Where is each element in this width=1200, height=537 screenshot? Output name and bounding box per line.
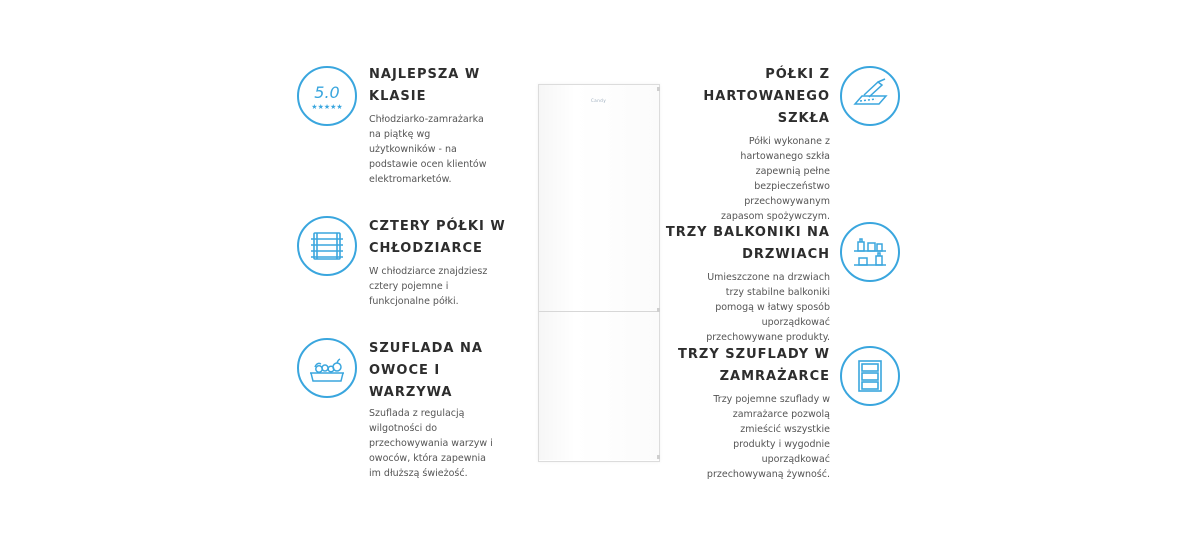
title-line: ZAMRAŻARCE [719,369,830,384]
feature-desc-balconies: Umieszczone na drzwiach trzy stabilne balkoniki pomogą w łatwy sposób uporządkować przechowywane produkty. [706,272,830,343]
title-line: CZTERY PÓŁKI W [369,219,506,234]
title-line: NAJLEPSZA W [369,67,481,82]
feature-desc-glass: Półki wykonane z hartowanego szkła zapewnią pełne bezpieczeństwo przechowywanym zapasom spożywczym. [721,136,830,222]
fridge-image [538,84,660,462]
rating-value: 5.0 [314,83,340,102]
hinge [657,308,660,312]
feature-desc-shelves: W chłodziarce znajdziesz cztery pojemne i funkcjonalne półki. [369,266,488,307]
title-line: TRZY SZUFLADY W [678,347,830,362]
vegetable-drawer-icon [297,338,357,398]
hinge [657,455,660,459]
feature-title-freezer [678,344,830,388]
title-line: PÓŁKI Z [765,67,830,82]
feature-desc-rating: Chłodziarko-zamrażarka na piątkę wg użytkowników - na podstawie ocen klientów elektromarketów. [369,114,487,185]
title-line: SZUFLADA NA [369,341,483,356]
feature-title-shelves [369,216,506,260]
fridge-logo: Candy [591,98,607,103]
fridge-door-top [539,85,659,312]
title-line: WARZYWA [369,385,453,400]
freezer-drawers-icon [840,346,900,406]
title-line: HARTOWANEGO [703,89,830,104]
freezer-door [539,312,659,460]
feature-title-glass [703,64,830,130]
hinge [657,87,660,91]
title-line: DRZWIACH [742,247,830,262]
feature-title-drawer [369,338,483,404]
title-line: KLASIE [369,89,427,104]
door-balconies-icon [840,222,900,282]
title-line: OWOCE I [369,363,441,378]
title-line: SZKŁA [777,111,830,126]
tempered-glass-icon [840,66,900,126]
feature-desc-drawer: Szuflada z regulacją wilgotności do przechowywania warzyw i owoców, która zapewnia im dłuższą świeżość. [369,408,493,479]
fridge-shelves-icon [297,216,357,276]
title-line: TRZY BALKONIKI NA [665,225,830,240]
feature-title-rating [369,64,480,108]
rating-5-stars-icon [297,66,357,126]
svg-text:★★★★★: ★★★★★ [311,103,343,111]
feature-desc-freezer: Trzy pojemne szuflady w zamrażarce pozwolą zmieścić wszystkie produkty i wygodnie uporządkować przechowywaną żywność. [706,394,830,480]
feature-title-balconies [666,222,830,266]
title-line: CHŁODZIARCE [369,241,483,256]
